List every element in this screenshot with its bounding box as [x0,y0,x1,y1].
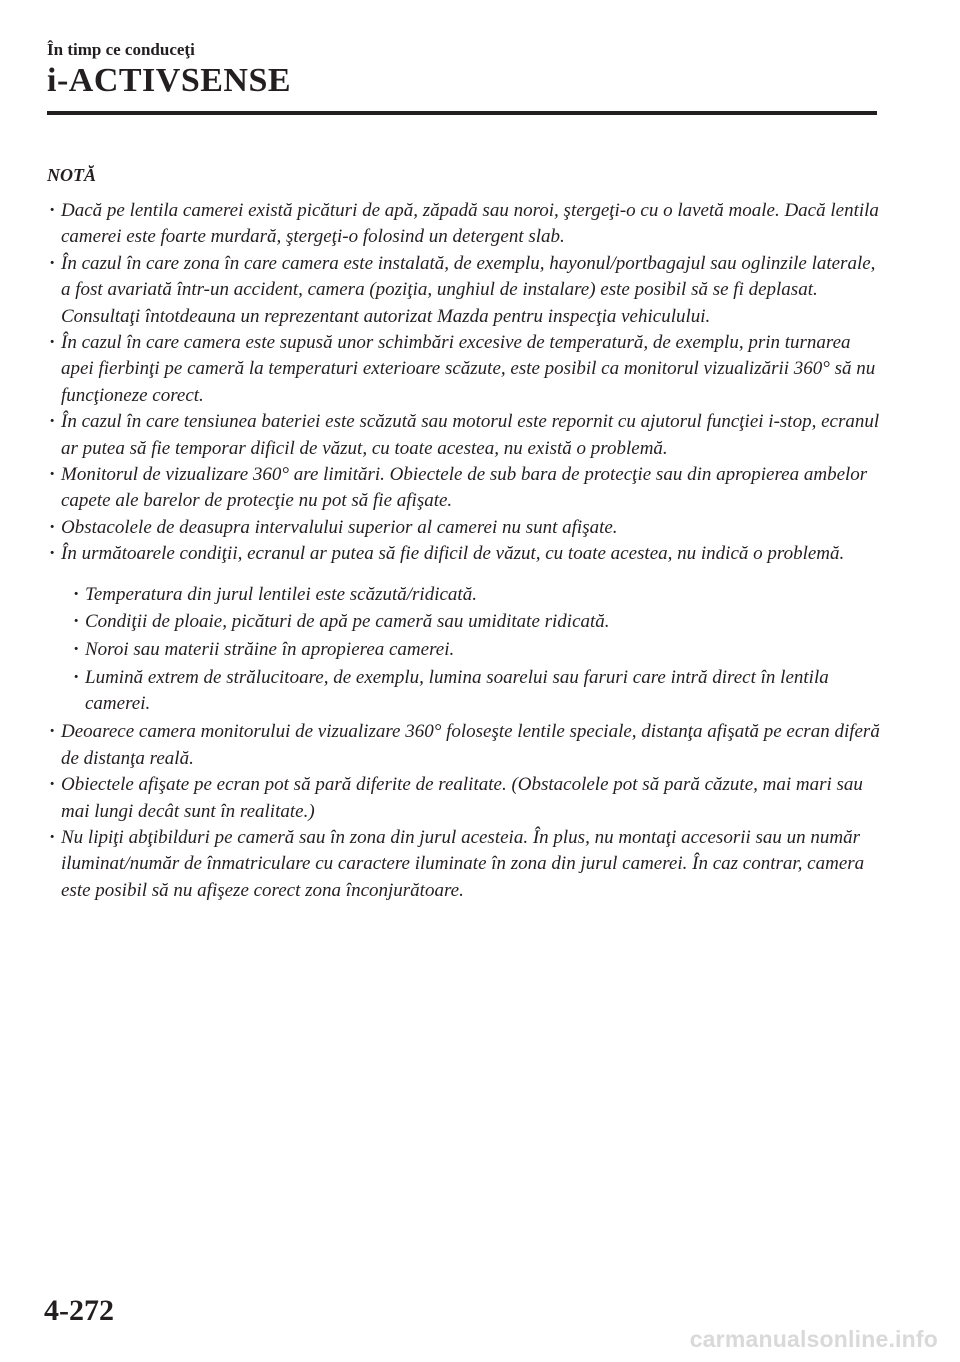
note-item: · Monitorul de vizualizare 360° are limitări. Obiectele de sub bara de protecţie sau din apropierea ambelor capete ale barelor de protecţie nu pot să fie afişate. [47,462,882,515]
watermark: carmanualsonline.info [689,1326,938,1352]
condition-item: · Lumină extrem de strălucitoare, de exemplu, lumina soarelui sau faruri care intră direct în lentila camerei. [71,665,882,718]
note-item: · În cazul în care tensiunea bateriei este scăzută sau motorul este repornit cu ajutorul funcţiei i-stop, ecranul ar putea să fie temporar dificil de văzut, cu toate acestea, nu există o problemă. [47,409,882,462]
chapter-title: i-ACTIVSENSE [47,62,292,99]
note-heading: NOTĂ [47,165,96,185]
note-item: · În cazul în care camera este supusă unor schimbări excesive de temperatură, de exemplu, prin turnarea apei fierbinţi pe cameră la temperaturi exterioare scăzute, este posibil ca monitorul vizualizării 360° să nu funcţioneze corect. [47,330,882,409]
note-item: · În cazul în care zona în care camera este instalată, de exemplu, hayonul/portbagajul sau oglinzile laterale, a fost avariată într-un accident, camera (poziţia, unghiul de instalare) este posibil să se fi deplasat. Consultaţi întotdeauna un reprezentant autorizat Mazda pentru inspecţia vehiculului. [47,251,882,330]
note-item: · Nu lipiţi abţibilduri pe cameră sau în zona din jurul acesteia. În plus, nu montaţi accesorii sau un număr iluminat/număr de înmatriculare cu caractere iluminate în zona din jurul camerei. În caz contrar, camera este posibil să nu afişeze corect zona înconjurătoare. [47,825,882,904]
condition-item: · Temperatura din jurul lentilei este scăzută/ridicată. [71,582,882,608]
header-divider [47,111,877,115]
condition-item: · Condiţii de ploaie, picături de apă pe cameră sau umiditate ridicată. [71,609,882,635]
note-item: · Obiectele afişate pe ecran pot să pară diferite de realitate. (Obstacolele pot să pară căzute, mai mari sau mai lungi decât sunt în realitate.) [47,772,882,825]
section-label: În timp ce conduceţi [47,40,195,59]
page-header [47,40,877,100]
condition-list [71,582,882,718]
note-section [47,162,882,904]
note-list [47,198,882,904]
note-item: · Obstacolele de deasupra intervalului superior al camerei nu sunt afişate. [47,515,882,541]
note-item: · Dacă pe lentila camerei există picături de apă, zăpadă sau noroi, ştergeţi-o cu o lavetă moale. Dacă lentila camerei este foarte murdară, ştergeţi-o folosind un detergent slab. [47,198,882,251]
note-item: · Deoarece camera monitorului de vizualizare 360° foloseşte lentile speciale, distanţa afişată pe ecran diferă de distanţa reală. [47,719,882,772]
condition-item: · Noroi sau materii străine în apropierea camerei. [71,637,882,663]
page-number: 4-272 [44,1294,114,1327]
note-item-with-conditions [47,541,882,718]
note-item-text: În următoarele condiţii, ecranul ar putea să fie dificil de văzut, cu toate acestea, nu indică o problemă. [61,543,845,565]
